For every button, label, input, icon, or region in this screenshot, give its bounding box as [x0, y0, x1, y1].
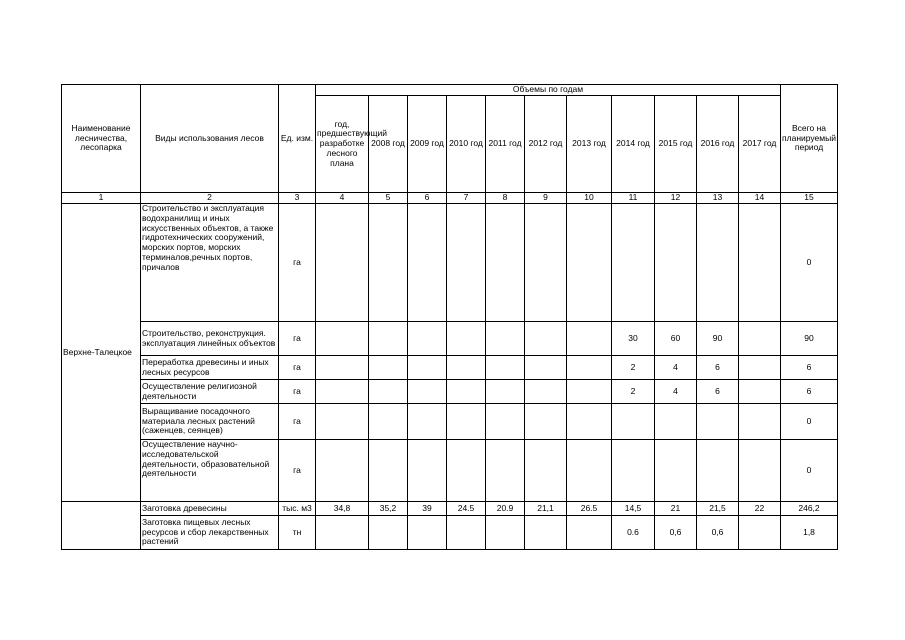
column-number: 14 — [739, 193, 781, 204]
use-type-name: Осуществление научно-исследовательской деятельности, образовательной деятельности — [141, 440, 279, 502]
year-value-cell — [408, 204, 447, 322]
year-value-cell — [369, 440, 408, 502]
total-cell: 1,8 — [781, 516, 838, 550]
header-total: Всего на планируемый период — [781, 85, 838, 193]
year-value-cell — [739, 440, 781, 502]
year-value-cell — [369, 516, 408, 550]
total-cell: 90 — [781, 322, 838, 356]
total-cell: 0 — [781, 404, 838, 440]
table-row — [62, 204, 838, 322]
year-value-cell — [525, 440, 567, 502]
use-type-name: Осуществление религиозной деятельности — [141, 380, 279, 404]
table-row — [62, 322, 838, 356]
unit-cell: га — [279, 356, 316, 380]
column-number: 12 — [655, 193, 697, 204]
year-value-cell — [486, 404, 525, 440]
year-value-cell — [567, 204, 612, 322]
use-type-name: Строительство, реконструкция. эксплуатация линейных объектов — [141, 322, 279, 356]
year-value-cell — [447, 404, 486, 440]
year-value-cell — [525, 204, 567, 322]
year-value-cell — [697, 404, 739, 440]
year-value-cell: 24.5 — [447, 502, 486, 516]
header-year: 2011 год — [486, 96, 525, 193]
header-year: 2008 год — [369, 96, 408, 193]
year-value-cell — [739, 380, 781, 404]
year-value-cell: 20.9 — [486, 502, 525, 516]
year-value-cell: 14,5 — [612, 502, 655, 516]
total-cell: 6 — [781, 380, 838, 404]
year-value-cell — [655, 440, 697, 502]
year-value-cell — [447, 380, 486, 404]
year-value-cell — [612, 404, 655, 440]
year-value-cell — [567, 322, 612, 356]
column-number: 9 — [525, 193, 567, 204]
year-value-cell: 6 — [697, 356, 739, 380]
year-value-cell — [567, 404, 612, 440]
header-year: 2010 год — [447, 96, 486, 193]
header-volumes-by-year: Объемы по годам — [316, 85, 781, 96]
table-row — [62, 516, 838, 550]
forest-use-table — [61, 84, 838, 550]
year-value-cell — [447, 440, 486, 502]
use-type-name: Заготовка древесины — [141, 502, 279, 516]
header-year: 2013 год — [567, 96, 612, 193]
year-value-cell — [612, 440, 655, 502]
table-row — [62, 502, 838, 516]
header-unit: Ед. изм. — [279, 85, 316, 193]
year-value-cell — [739, 404, 781, 440]
year-value-cell — [316, 516, 369, 550]
year-value-cell — [486, 356, 525, 380]
year-value-cell: 2 — [612, 380, 655, 404]
year-value-cell — [447, 516, 486, 550]
year-value-cell — [447, 204, 486, 322]
year-value-cell — [612, 204, 655, 322]
year-value-cell — [408, 356, 447, 380]
year-value-cell: 4 — [655, 356, 697, 380]
table-row — [62, 380, 838, 404]
column-number: 3 — [279, 193, 316, 204]
header-year: 2017 год — [739, 96, 781, 193]
column-number: 7 — [447, 193, 486, 204]
unit-cell: га — [279, 204, 316, 322]
column-number: 4 — [316, 193, 369, 204]
year-value-cell — [316, 440, 369, 502]
table-row — [62, 440, 838, 502]
unit-cell: га — [279, 380, 316, 404]
column-number: 13 — [697, 193, 739, 204]
year-value-cell: 0.6 — [612, 516, 655, 550]
header-year: 2016 год — [697, 96, 739, 193]
year-value-cell: 35,2 — [369, 502, 408, 516]
year-value-cell: 21,1 — [525, 502, 567, 516]
year-value-cell: 60 — [655, 322, 697, 356]
column-number: 8 — [486, 193, 525, 204]
use-type-name: Строительство и эксплуатация водохранилищ и иных искусственных объектов, а также гидротехнических сооружений, морских портов, морских терминалов,речных портов, причалов — [141, 204, 279, 322]
year-value-cell — [486, 322, 525, 356]
year-value-cell — [447, 322, 486, 356]
header-year: 2014 год — [612, 96, 655, 193]
year-value-cell: 21,5 — [697, 502, 739, 516]
header-year: 2015 год — [655, 96, 697, 193]
year-value-cell — [739, 322, 781, 356]
year-value-cell — [369, 204, 408, 322]
year-value-cell — [567, 356, 612, 380]
table-row — [62, 404, 838, 440]
column-number: 10 — [567, 193, 612, 204]
year-value-cell — [739, 204, 781, 322]
year-value-cell — [739, 356, 781, 380]
use-type-name: Переработка древесины и иных лесных ресурсов — [141, 356, 279, 380]
year-value-cell — [408, 516, 447, 550]
column-number: 1 — [62, 193, 141, 204]
header-year: 2012 год — [525, 96, 567, 193]
year-value-cell — [316, 356, 369, 380]
year-value-cell — [567, 380, 612, 404]
year-value-cell — [408, 440, 447, 502]
year-value-cell: 0,6 — [655, 516, 697, 550]
header-use-type: Виды использования лесов — [141, 85, 279, 193]
header-forestry: Наименование лесничества, лесопарка — [62, 85, 141, 193]
use-type-name: Выращивание посадочного материала лесных растений (саженцев, сеянцев) — [141, 404, 279, 440]
unit-cell: тн — [279, 516, 316, 550]
year-value-cell — [369, 380, 408, 404]
unit-cell: га — [279, 440, 316, 502]
year-value-cell — [486, 380, 525, 404]
year-value-cell: 2 — [612, 356, 655, 380]
year-value-cell: 6 — [697, 380, 739, 404]
year-value-cell — [697, 204, 739, 322]
use-type-name: Заготовка пищевых лесных ресурсов и сбор лекарственных растений — [141, 516, 279, 550]
table-body — [62, 204, 838, 550]
year-value-cell — [369, 356, 408, 380]
year-value-cell — [316, 404, 369, 440]
table-row — [62, 356, 838, 380]
year-value-cell — [369, 404, 408, 440]
forestry-name-empty — [62, 502, 141, 550]
year-value-cell — [525, 516, 567, 550]
total-cell: 6 — [781, 356, 838, 380]
total-cell: 0 — [781, 204, 838, 322]
year-value-cell — [567, 516, 612, 550]
year-value-cell — [316, 380, 369, 404]
header-year: год, предшествующий разработке лесного плана — [316, 96, 369, 193]
column-number: 15 — [781, 193, 838, 204]
year-value-cell — [739, 516, 781, 550]
unit-cell: га — [279, 404, 316, 440]
column-number: 6 — [408, 193, 447, 204]
year-value-cell: 26.5 — [567, 502, 612, 516]
year-value-cell: 4 — [655, 380, 697, 404]
year-value-cell — [486, 440, 525, 502]
year-value-cell — [369, 322, 408, 356]
year-value-cell — [655, 204, 697, 322]
year-value-cell — [525, 404, 567, 440]
unit-cell: тыс. м3 — [279, 502, 316, 516]
year-value-cell — [486, 204, 525, 322]
year-value-cell: 39 — [408, 502, 447, 516]
year-value-cell — [525, 380, 567, 404]
year-value-cell: 22 — [739, 502, 781, 516]
column-number: 11 — [612, 193, 655, 204]
year-value-cell — [316, 204, 369, 322]
year-value-cell — [408, 322, 447, 356]
year-value-cell — [447, 356, 486, 380]
year-value-cell — [408, 404, 447, 440]
year-value-cell: 34,8 — [316, 502, 369, 516]
total-cell: 246,2 — [781, 502, 838, 516]
year-value-cell: 0,6 — [697, 516, 739, 550]
year-value-cell: 90 — [697, 322, 739, 356]
year-value-cell — [316, 322, 369, 356]
column-number: 5 — [369, 193, 408, 204]
unit-cell: га — [279, 322, 316, 356]
total-cell: 0 — [781, 440, 838, 502]
forestry-name: Верхне-Талецкое — [62, 204, 141, 502]
year-value-cell — [655, 404, 697, 440]
year-value-cell — [408, 380, 447, 404]
year-value-cell — [567, 440, 612, 502]
year-value-cell: 30 — [612, 322, 655, 356]
year-value-cell: 21 — [655, 502, 697, 516]
year-value-cell — [525, 356, 567, 380]
header-year: 2009 год — [408, 96, 447, 193]
year-value-cell — [486, 516, 525, 550]
year-value-cell — [697, 440, 739, 502]
column-number: 2 — [141, 193, 279, 204]
year-value-cell — [525, 322, 567, 356]
